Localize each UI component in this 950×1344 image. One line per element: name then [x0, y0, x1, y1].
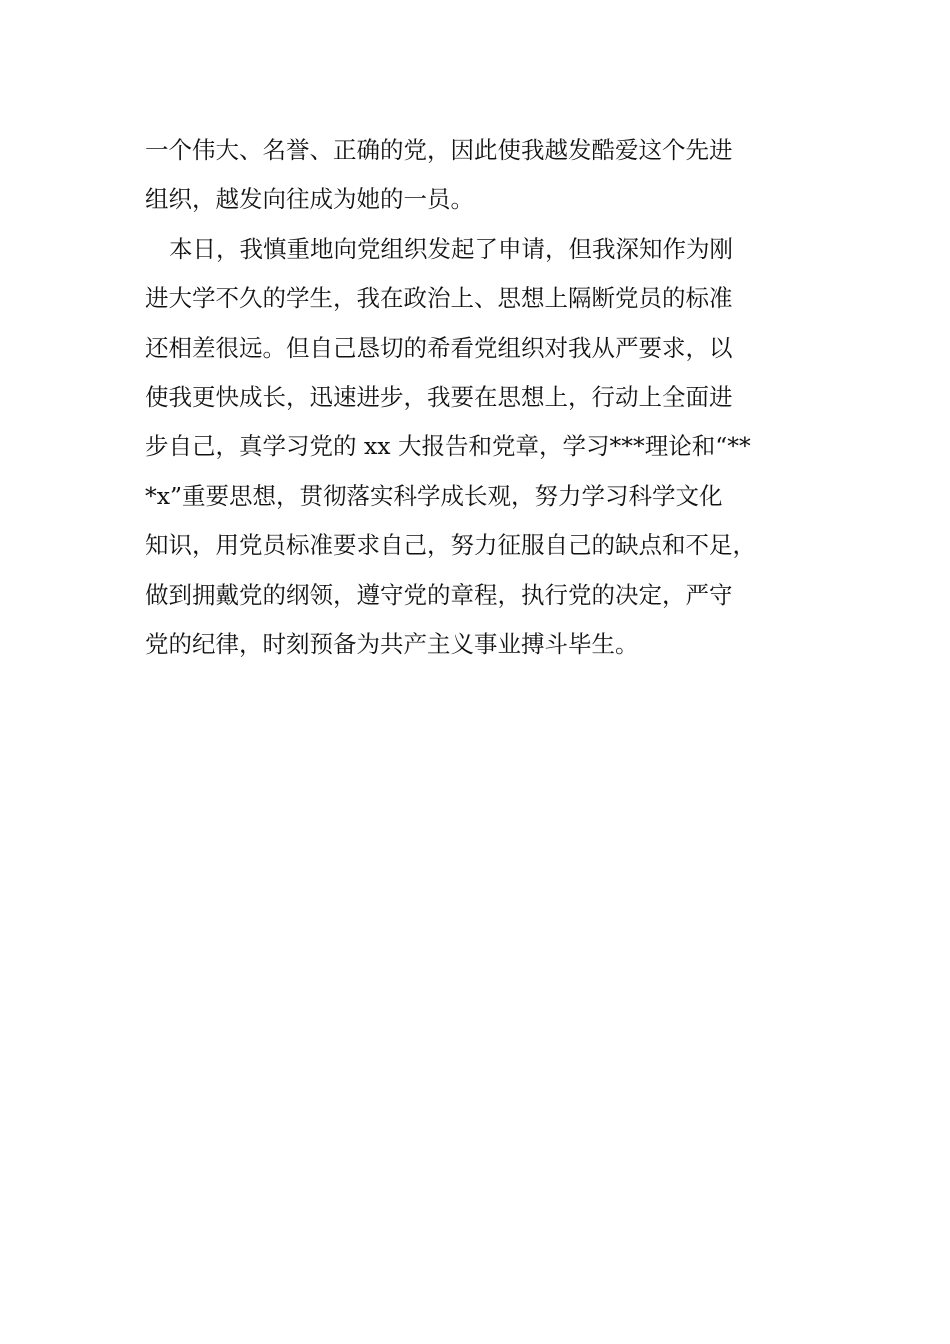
- text-line: 知识，用党员标准要求自己，努力征服自己的缺点和不足，: [145, 531, 756, 560]
- text-line: 做到拥戴党的纲领，遵守党的章程，执行党的决定，严守: [145, 580, 733, 609]
- text-line: 党的纪律，时刻预备为共产主义事业搏斗毕生。: [145, 629, 639, 658]
- text-line: 还相差很远。但自己恳切的希看党组织对我从严要求，以: [145, 333, 733, 362]
- text-line: *x”重要思想，贯彻落实科学成长观，努力学习科学文化: [145, 481, 723, 510]
- text-line: 一个伟大、名誉、正确的党，因此使我越发酷爱这个先进: [145, 136, 733, 164]
- text-line: 组织，越发向往成为她的一员。: [145, 185, 474, 214]
- text-line: 步自己，真学习党的 xx 大报告和党章，学习***理论和“**: [145, 432, 751, 461]
- paragraph-start-line: 本日，我慎重地向党组织发起了申请，但我深知作为刚: [169, 234, 733, 263]
- text-line: 进大学不久的学生，我在政治上、思想上隔断党员的标准: [145, 284, 733, 313]
- body-text: [145, 128, 810, 671]
- text-line: 使我更快成长，迅速进步，我要在思想上，行动上全面进: [145, 382, 733, 411]
